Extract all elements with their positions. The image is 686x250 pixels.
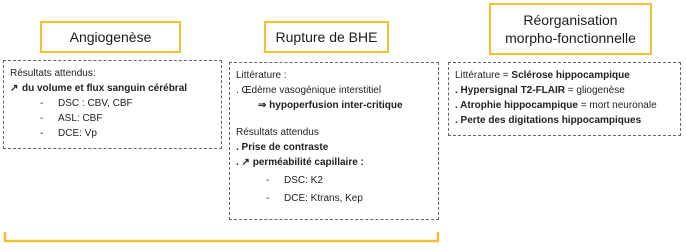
rupture-lit-line1: . Œdème vasogénique interstitiel	[236, 85, 382, 96]
dash-bullet: -	[40, 113, 44, 124]
list-item-text: DCE: Vp	[58, 128, 97, 139]
list-item-text: DCE: Ktrans, Kep	[284, 193, 363, 204]
list-item-text: ASL: CBF	[58, 113, 103, 124]
reorg-item2-rest: = mort neuronale	[577, 100, 657, 111]
reorg-item3-bold: . Perte des digitations hippocampiques	[455, 115, 642, 126]
dash-bullet: -	[40, 128, 44, 139]
title-reorganisation-line1: Réorganisation	[523, 12, 618, 28]
list-item-text: DSC: K2	[284, 175, 323, 186]
rupture-lit-heading: Littérature :	[236, 70, 287, 81]
bracket-line	[5, 232, 438, 241]
dash-bullet: -	[266, 175, 270, 186]
reorg-item1-bold: . Hypersignal T2-FLAIR	[455, 85, 566, 96]
reorg-item2-bold: . Atrophie hippocampique	[455, 100, 578, 111]
increase-arrow-icon: . ↗	[236, 157, 250, 168]
title-angiogenese-text: Angiogenèse	[69, 29, 152, 45]
rupture-res-heading: Résultats attendus	[236, 127, 319, 138]
reorg-lit-bold: Sclérose hippocampique	[511, 70, 630, 81]
rupture-res-item2: perméabilité capillaire :	[252, 157, 364, 168]
rupture-res-item1: . Prise de contraste	[236, 142, 329, 153]
dash-bullet: -	[266, 193, 270, 204]
title-rupture-bhe-text: Rupture de BHE	[275, 29, 378, 45]
implies-arrow-icon: ⇒	[258, 100, 267, 111]
title-reorganisation-line2: morpho-fonctionnelle	[505, 30, 636, 46]
reorg-lit-prefix: Littérature =	[455, 70, 512, 81]
rupture-lit-line2: hypoperfusion inter-critique	[269, 100, 403, 111]
dash-bullet: -	[40, 98, 44, 109]
reorg-item1-rest: = gliogenèse	[565, 85, 625, 96]
angiogenese-emphasis: du volume et flux sanguin cérébral	[22, 83, 188, 94]
list-item-text: DSC : CBV, CBF	[58, 98, 133, 109]
angiogenese-heading: Résultats attendus:	[10, 68, 96, 79]
increase-arrow-icon: ↗	[10, 83, 19, 94]
